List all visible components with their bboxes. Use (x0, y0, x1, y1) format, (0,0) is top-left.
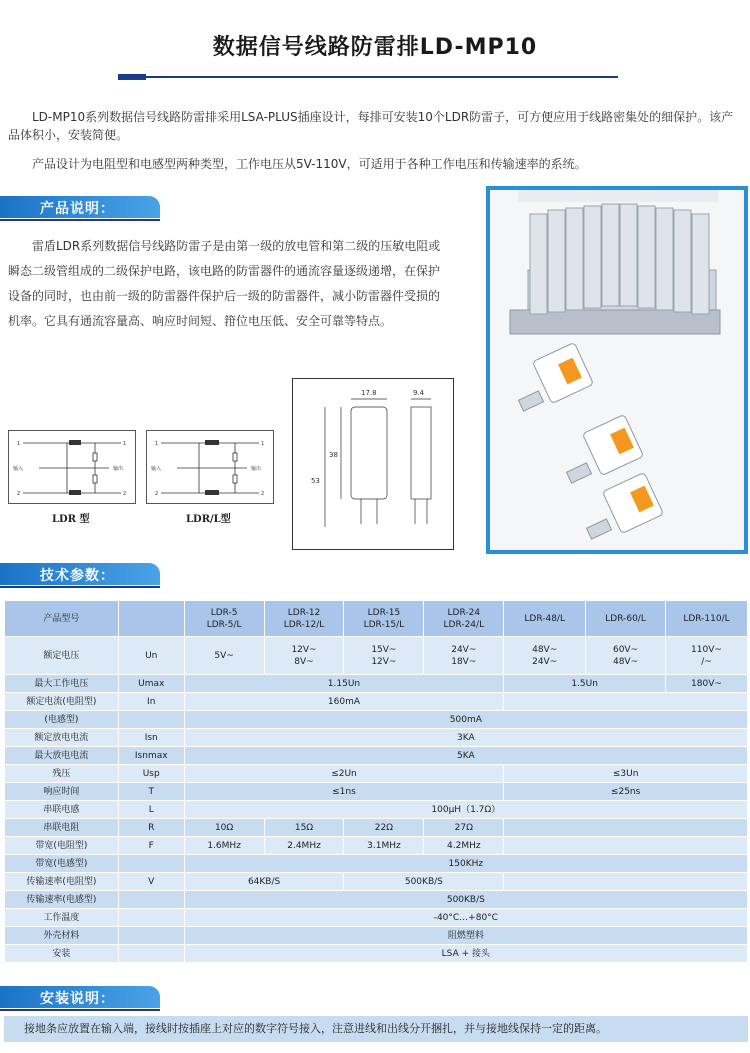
table-cell: 外壳材料 (5, 927, 119, 945)
table-cell: 5V~ (184, 637, 264, 675)
table-cell: ≤1ns (184, 783, 504, 801)
table-cell: 64KB/S (184, 873, 344, 891)
table-cell: LSA + 接头 (184, 945, 747, 963)
table-cell: -40°C…+80°C (184, 909, 747, 927)
table-cell: 带宽(电感型) (5, 855, 119, 873)
svg-text:9.4: 9.4 (413, 389, 425, 397)
table-cell: 串联电阻 (5, 819, 119, 837)
page-title: 数据信号线路防雷排LD-MP10 (212, 35, 538, 60)
table-cell (504, 637, 586, 675)
table-cell: 带宽(电阻型) (5, 837, 119, 855)
table-row (5, 819, 748, 837)
circuit-diagram-ldrl (146, 430, 274, 504)
table-row (5, 837, 748, 855)
svg-text:17.8: 17.8 (361, 389, 377, 397)
table-row (5, 729, 748, 747)
svg-text:1: 1 (155, 441, 159, 447)
table-cell-line: 8V~ (294, 656, 314, 667)
table-row (5, 909, 748, 927)
dimension-drawing (292, 378, 454, 550)
table-cell: 响应时间 (5, 783, 119, 801)
table-cell-line: 48V~ (532, 644, 558, 655)
table-cell: 残压 (5, 765, 119, 783)
table-cell: 500KB/S (184, 891, 747, 909)
svg-text:2: 2 (155, 491, 159, 497)
table-cell: 1.15Un (184, 675, 504, 693)
table-cell: 阻燃塑料 (184, 927, 747, 945)
table-cell (118, 909, 184, 927)
section-header-label: 技术参数： (40, 568, 115, 584)
svg-text:1: 1 (123, 441, 127, 447)
table-cell (118, 855, 184, 873)
table-cell: T (118, 783, 184, 801)
table-cell: 100μH（1.7Ω） (184, 801, 747, 819)
circuit-schematic-ldr (9, 431, 135, 503)
table-cell: 产品型号 (5, 601, 119, 637)
section-header-install (0, 986, 160, 1008)
section-header-line (0, 1009, 160, 1011)
table-cell (424, 601, 504, 637)
table-cell: 500mA (184, 711, 747, 729)
table-cell-line: LDR-15/L (363, 619, 405, 630)
intro-paragraph-1: LD-MP10系列数据信号线路防雷排采用LSA-PLUS插座设计，每排可安装10个LDR防雷子，可方便应用于线路密集处的细保护。该产品体积小，安装简便。 (8, 110, 734, 142)
table-cell: ≤3Un (504, 765, 748, 783)
table-cell: 500KB/S (344, 873, 504, 891)
table-row (5, 693, 748, 711)
circuit-caption-ldr: LDR 型 (52, 514, 90, 525)
table-cell: 160mA (184, 693, 504, 711)
table-cell: Isn (118, 729, 184, 747)
table-cell-line: 60V~ (612, 644, 639, 655)
table-cell: 27Ω (424, 819, 504, 837)
circuit-schematic-ldrl (147, 431, 273, 503)
table-cell (504, 873, 748, 891)
svg-text:1: 1 (17, 441, 21, 447)
circuit-diagram-ldr (8, 430, 136, 504)
table-cell: ≤25ns (504, 783, 748, 801)
table-cell (118, 601, 184, 637)
table-row (5, 891, 748, 909)
table-cell-line: LDR-5/L (206, 619, 242, 630)
table-cell: 安装 (5, 945, 119, 963)
svg-text:2: 2 (17, 491, 21, 497)
table-cell: LDR-110/L (666, 601, 748, 637)
table-cell: 3KA (184, 729, 747, 747)
dimension-schematic (293, 379, 453, 549)
spec-table (4, 600, 748, 963)
svg-text:53: 53 (311, 477, 320, 485)
table-cell (344, 637, 424, 675)
table-cell: 22Ω (344, 819, 424, 837)
table-cell: In (118, 693, 184, 711)
table-row (5, 783, 748, 801)
table-cell (504, 837, 748, 855)
table-cell: ≤2Un (184, 765, 504, 783)
table-cell: F (118, 837, 184, 855)
section-header-tech (0, 563, 160, 585)
table-cell: 3.1MHz (344, 837, 424, 855)
table-cell-line: 15V~ (371, 644, 397, 655)
svg-text:1: 1 (261, 441, 265, 447)
table-cell-line: LDR-24/L (443, 619, 485, 630)
table-cell: Usp (118, 765, 184, 783)
svg-text:2: 2 (123, 491, 127, 497)
svg-text:输出: 输出 (113, 466, 124, 472)
table-cell: 4.2MHz (424, 837, 504, 855)
table-cell: 180V~ (666, 675, 748, 693)
svg-text:输出: 输出 (251, 466, 262, 472)
title-underline-accent (118, 74, 146, 80)
table-cell-line: 12V~ (291, 644, 317, 655)
table-cell (504, 819, 748, 837)
table-cell (118, 891, 184, 909)
table-cell: V (118, 873, 184, 891)
product-illustration (490, 190, 744, 550)
table-cell (504, 693, 748, 711)
table-cell: 最大工作电压 (5, 675, 119, 693)
table-cell-line: LDR-12/L (283, 619, 325, 630)
table-cell: 2.4MHz (264, 837, 344, 855)
table-cell (264, 637, 344, 675)
table-cell-line: LDR-24 (447, 607, 481, 618)
svg-text:2: 2 (261, 491, 265, 497)
table-cell: 传输速率(电阻型) (5, 873, 119, 891)
table-row (5, 873, 748, 891)
table-cell-line: 48V~ (612, 656, 639, 667)
table-cell: 额定电压 (5, 637, 119, 675)
table-cell: Umax (118, 675, 184, 693)
table-cell: Isnmax (118, 747, 184, 765)
table-cell: LDR-60/L (586, 601, 666, 637)
section-header-label: 产品说明： (40, 201, 115, 217)
table-cell: (电感型) (5, 711, 119, 729)
table-cell: 传输速率(电感型) (5, 891, 119, 909)
table-cell-line: 12V~ (371, 656, 397, 667)
table-cell-line: 24V~ (532, 656, 558, 667)
table-cell: L (118, 801, 184, 819)
table-row (5, 855, 748, 873)
table-row (5, 765, 748, 783)
table-row (5, 675, 748, 693)
svg-text:输入: 输入 (13, 466, 24, 472)
table-row (5, 747, 748, 765)
circuit-caption-ldrl: LDR/L型 (186, 514, 231, 525)
table-cell (118, 945, 184, 963)
table-row (5, 637, 748, 675)
svg-text:输入: 输入 (151, 466, 162, 472)
table-cell: 5KA (184, 747, 747, 765)
table-cell (118, 711, 184, 729)
product-description: 雷盾LDR系列数据信号线路防雷子是由第一级的放电管和第二级的压敏电阻或瞬态二级管组成的二级保护电路，该电路的防雷器件的通流容量逐级递增，在保护设备的同时，也由前一级的防雷器件保护后一级的防雷器件，减小防雷器件受损的机率。它具有通流容量高、响应时间短、箝位电压低、安全可靠等特点。 (8, 239, 441, 328)
table-cell (666, 637, 748, 675)
table-cell: 1.6MHz (184, 837, 264, 855)
table-cell: 最大放电电流 (5, 747, 119, 765)
table-cell-line: /~ (701, 656, 712, 667)
table-cell-line: LDR-5 (210, 607, 238, 618)
table-row (5, 945, 748, 963)
table-cell (586, 637, 666, 675)
table-cell: 额定放电电流 (5, 729, 119, 747)
install-instructions: 接地条应放置在输入端，接线时按插座上对应的数字符号接入，注意进线和出线分开捆扎，并与接地线保持一定的距离。 (4, 1016, 748, 1042)
table-cell: 串联电感 (5, 801, 119, 819)
table-cell (344, 601, 424, 637)
table-cell: 15Ω (264, 819, 344, 837)
table-cell: 额定电流(电阻型) (5, 693, 119, 711)
table-cell (184, 601, 264, 637)
table-row (5, 927, 748, 945)
table-cell: 150KHz (184, 855, 747, 873)
section-header-label: 安装说明： (40, 991, 115, 1007)
table-cell: R (118, 819, 184, 837)
table-cell-line: 110V~ (691, 644, 722, 655)
table-cell-line: 18V~ (451, 656, 477, 667)
section-header-line (0, 586, 160, 588)
table-row (5, 801, 748, 819)
intro-paragraph-2: 产品设计为电阻型和电感型两种类型，工作电压从5V-110V，可适用于各种工作电压和传输速率的系统。 (32, 157, 587, 171)
table-cell: Un (118, 637, 184, 675)
product-photo (486, 186, 748, 554)
section-header-line (0, 219, 160, 221)
table-cell: 1.5Un (504, 675, 666, 693)
section-header-product (0, 196, 160, 218)
table-cell (264, 601, 344, 637)
table-cell-line: LDR-12 (287, 607, 321, 618)
title-underline (118, 70, 618, 78)
table-header-row (5, 601, 748, 637)
table-cell-line: 24V~ (451, 644, 477, 655)
table-cell: LDR-48/L (504, 601, 586, 637)
table-cell (424, 637, 504, 675)
svg-text:38: 38 (329, 451, 338, 459)
table-row (5, 711, 748, 729)
table-cell (118, 927, 184, 945)
table-cell-line: LDR-15 (367, 607, 401, 618)
table-cell: 工作温度 (5, 909, 119, 927)
table-cell: 10Ω (184, 819, 264, 837)
